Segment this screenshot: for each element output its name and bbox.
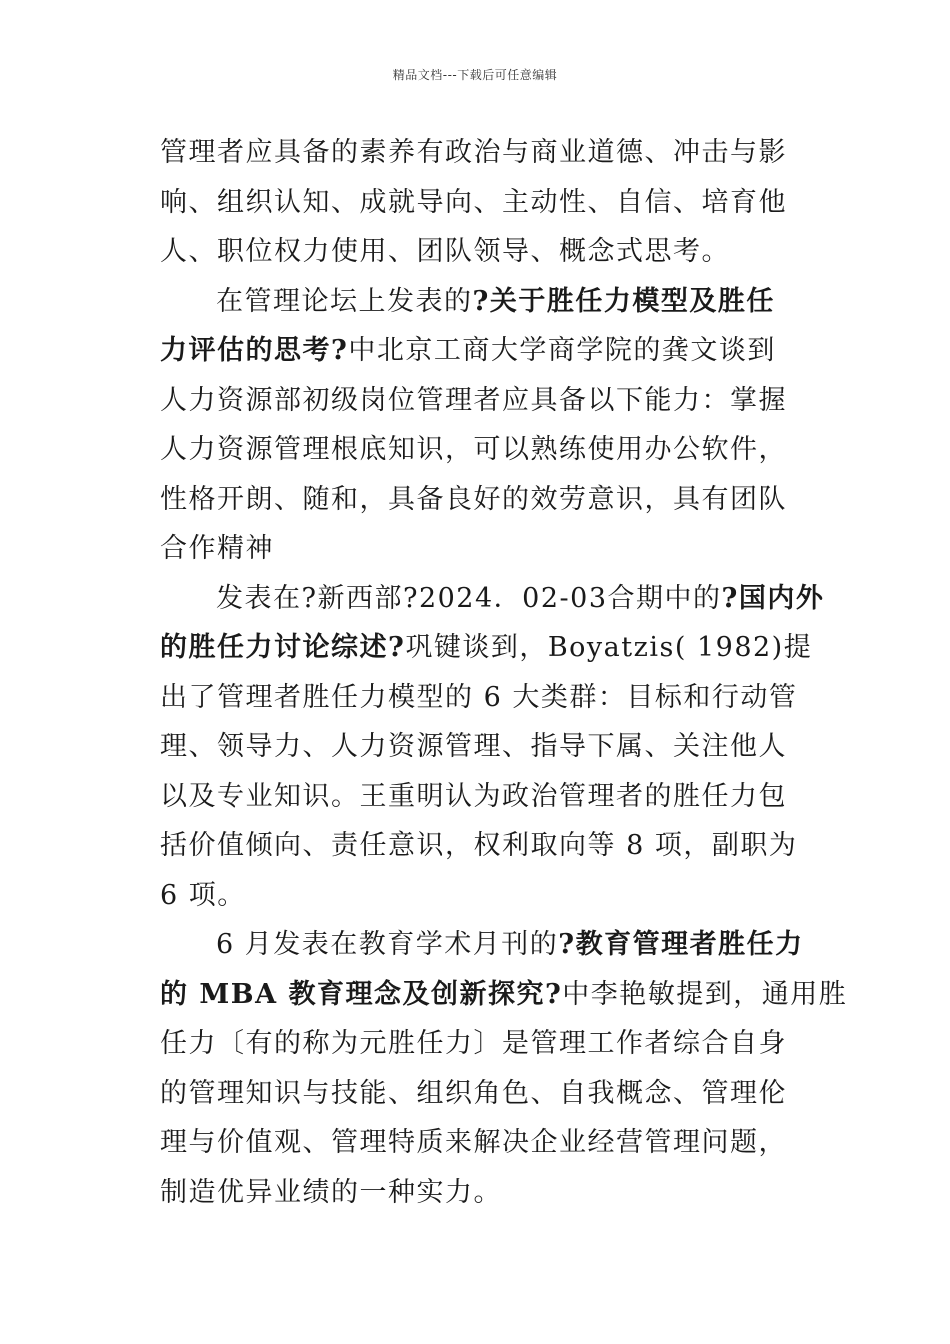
text-line — [160, 1118, 800, 1168]
article-title-bold: ?教育管理者胜任力 — [558, 929, 804, 960]
text-run: 管理者应具备的素养有政治与商业道德、冲击与影 — [160, 137, 787, 168]
text-line — [160, 722, 800, 772]
text-run: 出了管理者胜任力模型的 6 大类群：目标和行动管 — [160, 681, 798, 713]
paragraph-4 — [160, 920, 848, 1217]
text-run: 以及专业知识。王重明认为政治管理者的胜任力包 — [160, 780, 787, 812]
text-run: 人、职位权力使用、团队领导、概念式思考。 — [160, 236, 730, 267]
text-line — [160, 574, 825, 624]
text-line — [160, 871, 800, 921]
paragraph-1 — [160, 128, 800, 277]
paragraph-3 — [160, 574, 825, 921]
text-run: 人力资源管理根底知识，可以熟练使用办公软件， — [160, 434, 787, 465]
article-title-bold: 力评估的思考? — [160, 335, 349, 366]
text-line — [160, 970, 848, 1020]
text-line — [160, 326, 800, 376]
text-run: 制造优异业绩的一种实力。 — [160, 1176, 502, 1208]
article-title-bold: ?国内外 — [721, 582, 825, 614]
text-line — [160, 425, 800, 475]
text-line — [160, 821, 800, 871]
document-body — [160, 128, 848, 1217]
text-run: 响、组织认知、成就导向、主动性、自信、培育他 — [160, 186, 787, 218]
text-line — [160, 772, 800, 822]
paragraph-2 — [160, 277, 800, 574]
text-run: 中北京工商大学商学院的龚文谈到 — [348, 335, 776, 366]
text-run: 的管理知识与技能、组织角色、自我概念、管理伦 — [160, 1077, 787, 1109]
article-title-bold: ?关于胜任力模型及胜任 — [472, 285, 775, 317]
text-line — [160, 524, 800, 574]
article-title-bold: 的 MBA 教育理念及创新探究? — [160, 978, 563, 1010]
text-run: 中李艳敏提到，通用胜 — [562, 978, 848, 1010]
text-run: 任力〔有的称为元胜任力〕是管理工作者综合自身 — [160, 1028, 787, 1059]
text-line — [160, 277, 800, 327]
text-run: 括价值倾向、责任意识，权利取向等 8 项，副职为 — [160, 830, 798, 861]
text-line — [160, 227, 800, 277]
text-run: 合作精神 — [160, 533, 274, 564]
text-line — [160, 475, 800, 525]
text-run: 巩键谈到，Boyatzis( 1982)提 — [405, 632, 813, 663]
article-title-bold: 的胜任力讨论综述? — [160, 632, 406, 663]
text-run: 6 项。 — [160, 879, 246, 911]
text-run: 理与价值观、管理特质来解决企业经营管理问题， — [160, 1127, 787, 1158]
text-line — [160, 1168, 800, 1218]
text-run: 6 月发表在教育学术月刊的 — [216, 929, 559, 960]
text-line — [160, 673, 800, 723]
text-line — [160, 376, 800, 426]
text-line — [160, 1069, 800, 1119]
text-run: 在管理论坛上发表的 — [216, 285, 473, 317]
text-run: 理、领导力、人力资源管理、指导下属、关注他人 — [160, 731, 787, 762]
text-line — [160, 623, 813, 673]
text-line — [160, 1019, 800, 1069]
text-run: 人力资源部初级岗位管理者应具备以下能力：掌握 — [160, 384, 787, 416]
text-line — [160, 178, 800, 228]
text-run: 性格开朗、随和，具备良好的效劳意识，具有团队 — [160, 483, 787, 515]
text-run: 发表在?新西部?2024．02-03合期中的 — [216, 582, 722, 614]
text-line — [160, 920, 804, 970]
text-line — [160, 128, 800, 178]
page-header: 精品文档---下载后可任意编辑 — [392, 68, 558, 82]
